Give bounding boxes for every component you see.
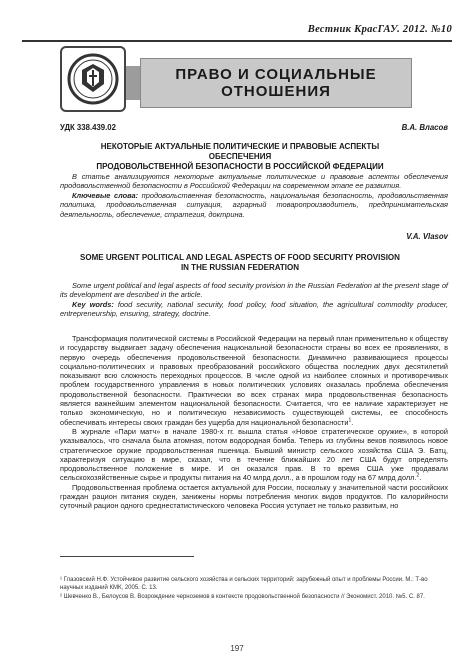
footnote-ref-1: 1 [348, 417, 352, 424]
article-title-ru: НЕКОТОРЫЕ АКТУАЛЬНЫЕ ПОЛИТИЧЕСКИЕ И ПРАВОВЫЕ АСПЕКТЫ ОБЕСПЕЧЕНИЯ ПРОДОВОЛЬСТВЕННОЙ БЕЗОПАСНОСТИ В РОССИЙСКОЙ ФЕДЕРАЦИИ [96, 142, 384, 171]
university-emblem-icon [62, 48, 124, 110]
article-meta [60, 123, 448, 132]
section-title-banner [140, 58, 412, 108]
body-paragraph: Трансформация политической системы в Российской Федерации на первый план применительно к обществу и государству выдвигает задачу обеспечения национальной безопасности страны во всех ее проявлениях, в первую очередь обеспечения продовольственной безопасности. Динамично развивающиеся процессы социально-политических и правовых преобразований российского общества последних двух десятилетий показывают всю сложность переходных процессов. В числе одной из наиболее сложных и противоречивых проблем государственного управления в новых политических условиях оказалась проблема обеспечения продовольственной безопасности. Практически во всех странах мира продовольственная безопасность является важнейшим элементом национальной безопасности. Считается, что ее наличие характеризует не только экономическую, но и политическую независимость существующей системы, ее способность обеспечивать интересы своих граждан без ущерба для национальной безопасности$^1$. [60, 334, 448, 427]
keywords-en [60, 300, 448, 319]
footnote-ref-2: 2 [416, 473, 420, 480]
author-ru: В.А. Власов [401, 123, 448, 132]
keywords-ru-text: продовольственная безопасность, национальная безопасность, продовольственная политика, продовольственная ситуация, аграрный товаропроизводитель, предпринимательская деятельность, обеспечение, стратегия, доктрина. [60, 190, 448, 219]
footnotes [60, 576, 448, 602]
body-paragraph: В журнале «Пари матч» в начале 1980-х гг. вышла статья «Новое стратегическое оружие», в которой указывалось, что сначала была атомная, потом водородная бомба. Теперь из глубины веков появилось новое стратегическое оружие продовольственная пшеница. Бывший министр сельского хозяйства США Э. Батц, характеризуя ситуацию в мире, сказал, что в течение ближайших 20 лет США будут определять продовольственное положение в мире. И он оказался прав. В то время США уже продавали сельскохозяйственные сырье и продукты питания на 40 млрд долл., а в прошлом году на 67 млрд долл.$^2$. [60, 426, 448, 483]
abstract-en-text: Some urgent political and legal aspects of food security provision in the Russian Federation at the present stage of its development are described in the article. [60, 281, 448, 300]
header-rule [22, 40, 452, 42]
abstract-en [60, 281, 448, 319]
journal-logo [60, 46, 126, 112]
udc-code: УДК 338.439.02 [60, 123, 116, 132]
journal-header: Вестник КрасГАУ. 2012. №10 [307, 24, 452, 35]
keywords-ru [60, 191, 448, 219]
footnote-divider [60, 556, 194, 557]
abstract-ru [60, 172, 448, 219]
body-paragraph-1-text: Трансформация политической системы в Российской Федерации на первый план применительно к обществу и государству выдвигает задачу обеспечения национальной безопасности страны во всех ее проявлениях, в первую очередь обеспечения продовольственной безопасности. Динамично развивающиеся процессы социально-политических и правовых преобразований российского общества последних двух десятилетий показывают всю сложность переходных процессов. В числе одной из наиболее сложных и противоречивых проблем государственного управления в новых политических условиях оказалась проблема обеспечения продовольственной безопасности. Практически во всех странах мира продовольственная безопасность является важнейшим элементом национальной безопасности. Считается, что ее наличие характеризует не только экономическую, но и политическую независимость существующей системы, ее способность обеспечивать интересы своих граждан без ущерба для национальной безопасности [60, 334, 448, 427]
body-paragraph [60, 483, 448, 511]
author-en: V.A. Vlasov [406, 232, 448, 241]
section-title: ПРАВО И СОЦИАЛЬНЫЕ ОТНОШЕНИЯ [175, 66, 377, 100]
body-paragraph-2-text: В журнале «Пари матч» в начале 1980-х гг. вышла статья «Новое стратегическое оружие», в которой указывалось, что сначала была атомная, потом водородная бомба. Теперь из глубины веков появилось новое стратегическое оружие продовольственная пшеница. Бывший министр сельского хозяйства США Э. Батц, характеризуя ситуацию в мире, сказал, что в течение ближайших 20 лет США будут определять продовольственное положение в мире. И он оказался прав. В то время США уже продавали сельскохозяйственные сырье и продукты питания на 40 млрд долл., а в прошлом году на 67 млрд долл. [60, 426, 448, 483]
article-title-en: SOME URGENT POLITICAL AND LEGAL ASPECTS OF FOOD SECURITY PROVISION IN THE RUSSIAN FEDERATION [80, 253, 400, 272]
abstract-ru-text: В статье анализируются некоторые актуальные политические и правовые аспекты обеспечения продовольственной безопасности в Российской Федерации на современном этапе ее развития. [60, 172, 448, 191]
keywords-en-text: food security, national security, food policy, food situation, the agricultural commodity producer, entrepreneurship, ensuring, strategy, doctrine. [60, 299, 448, 319]
body-paragraph-3-text: Продовольственная проблема остается актуальной для России, поскольку у значительной части российских граждан рацион питания скуден, занижены нормы потребления многих видов продуктов. По калорийности суточный рацион одного среднестатистического человека Россия уступает не только развитым, но [60, 482, 448, 511]
page-number: 197 [230, 644, 244, 653]
article-body [60, 334, 448, 511]
keywords-en-label: Key words: [72, 299, 114, 309]
footnote-1: ¹ Глазовский Н.Ф. Устойчивое развитие сельского хозяйства и сельских территорий: зарубежный опыт и проблемы России. М.: Т-во научных изданий КМК, 2005. С. 13. [60, 577, 428, 591]
footnote-2: ² Шевченко В., Белоусов В. Возрождение черноземов в контексте продовольственной безопасности // Экономист. 2010. №5. С. 87. [60, 594, 425, 600]
keywords-ru-label: Ключевые слова: [72, 190, 139, 200]
